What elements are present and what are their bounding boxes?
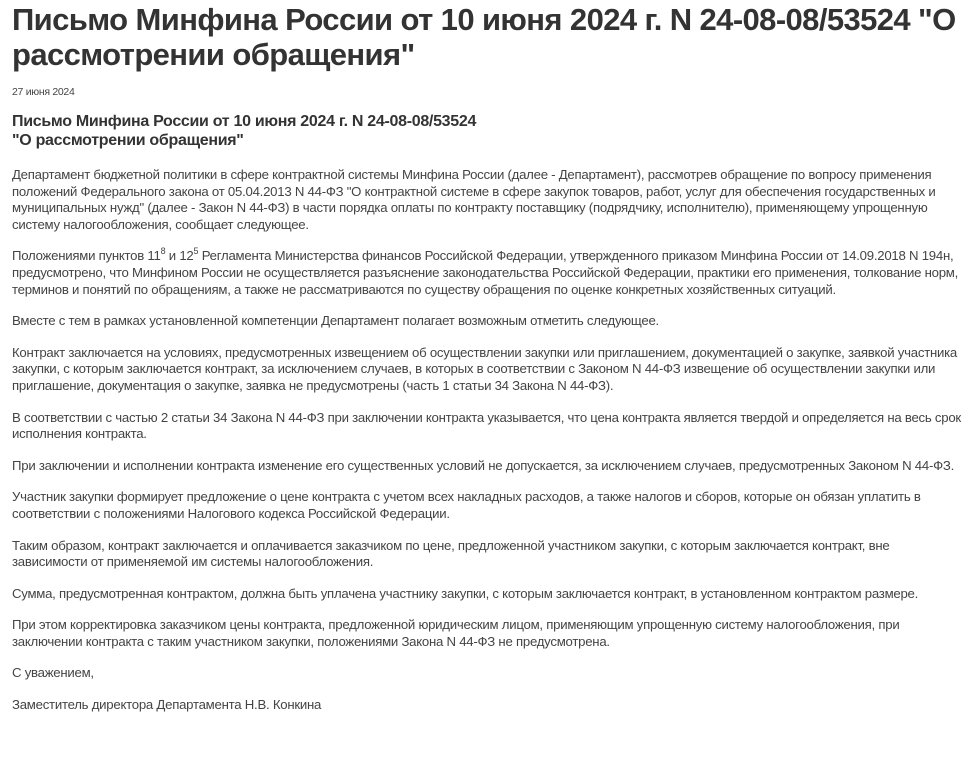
letter-heading-line2: "О рассмотрении обращения" bbox=[12, 132, 244, 149]
p2-sup-1: 8 bbox=[160, 246, 166, 257]
paragraph-10: При этом корректировка заказчиком цены контракта, предложенной юридическим лицом, применяющим упрощенную систему налогообложения, при заключении контракта с таким участником закупки, положениями Закона N 44-ФЗ не предусмотрена. bbox=[12, 617, 900, 649]
paragraph-2 bbox=[12, 248, 968, 298]
closing: С уважением, bbox=[12, 665, 94, 681]
p2-text-c: Регламента Министерства финансов Российской Федерации, утвержденного приказом Минфина России от 14.09.2018 N 194н, предусмотрено, что Минфином России не осуществляется разъяснение законодательства Российской Федерации, практики его применения, толкование норм, терминов и понятий по обращениям, а также не рассматриваются по существу обращения по оценке конкретных хозяйственных ситуаций. bbox=[12, 248, 959, 297]
p2-text-a: Положениями пунктов 11 bbox=[12, 248, 161, 264]
paragraph-9: Сумма, предусмотренная контрактом, должна быть уплачена участнику закупки, с которым заключается контракт, в установленном контрактом размере. bbox=[12, 585, 919, 601]
publish-date: 27 июня 2024 bbox=[12, 86, 75, 98]
paragraph-3: Вместе с тем в рамках установленной компетенции Департамент полагает возможным отметить следующее. bbox=[12, 313, 659, 329]
letter-heading-line1: Письмо Минфина России от 10 июня 2024 г. N 24-08-08/53524 bbox=[12, 113, 477, 130]
paragraph-8: Таким образом, контракт заключается и оплачивается заказчиком по цене, предложенной участником закупки, с которым заключается контракт, вне зависимости от применяемой им системы налогообложения. bbox=[12, 537, 890, 570]
paragraph-5: В соответствии с частью 2 статьи 34 Закона N 44-ФЗ при заключении контракта указывается, что цена контракта является твердой и определяется на весь срок исполнения контракта. bbox=[12, 409, 961, 442]
p2-sup-2: 5 bbox=[193, 246, 199, 257]
p2-text-b: и 12 bbox=[165, 248, 194, 264]
paragraph-1: Департамент бюджетной политики в сфере контрактной системы Минфина России (далее - Департамент), рассмотрев обращение по вопросу применения положений Федерального закона от 05.04.2013 N 44-ФЗ "О контрактной системе в сфере закупок товаров, работ, услуг для обеспечения государственных и муниципальных нужд" (далее - Закон N 44-ФЗ) в части порядка оплаты по контракту поставщику (подрядчику, исполнителю), применяющему упрощенную систему налогообложения, сообщает следующее. bbox=[12, 167, 936, 232]
paragraph-4: Контракт заключается на условиях, предусмотренных извещением об осуществлении закупки или приглашением, документацией о закупке, заявкой участника закупки, с которым заключается контракт, за исключением случаев, в которых в соответствии с Законом N 44-ФЗ извещение об осуществлении закупки или приглашение, документация о закупке, заявка не предусмотрены (часть 1 статьи 34 Закона N 44-ФЗ). bbox=[12, 344, 958, 393]
signature: Заместитель директора Департамента Н.В. Конкина bbox=[12, 697, 322, 713]
paragraph-6: При заключении и исполнении контракта изменение его существенных условий не допускается, за исключением случаев, предусмотренных Законом N 44-ФЗ. bbox=[12, 457, 954, 473]
page-title: Письмо Минфина России от 10 июня 2024 г. N 24-08-08/53524 "О рассмотрении обращения" bbox=[12, 2, 956, 72]
paragraph-7: Участник закупки формирует предложение о цене контракта с учетом всех накладных расходов, а также налогов и сборов, которые он обязан уплатить в соответствии с положениями Налогового кодекса Российской Федерации. bbox=[12, 489, 921, 521]
letter-heading bbox=[12, 112, 968, 150]
